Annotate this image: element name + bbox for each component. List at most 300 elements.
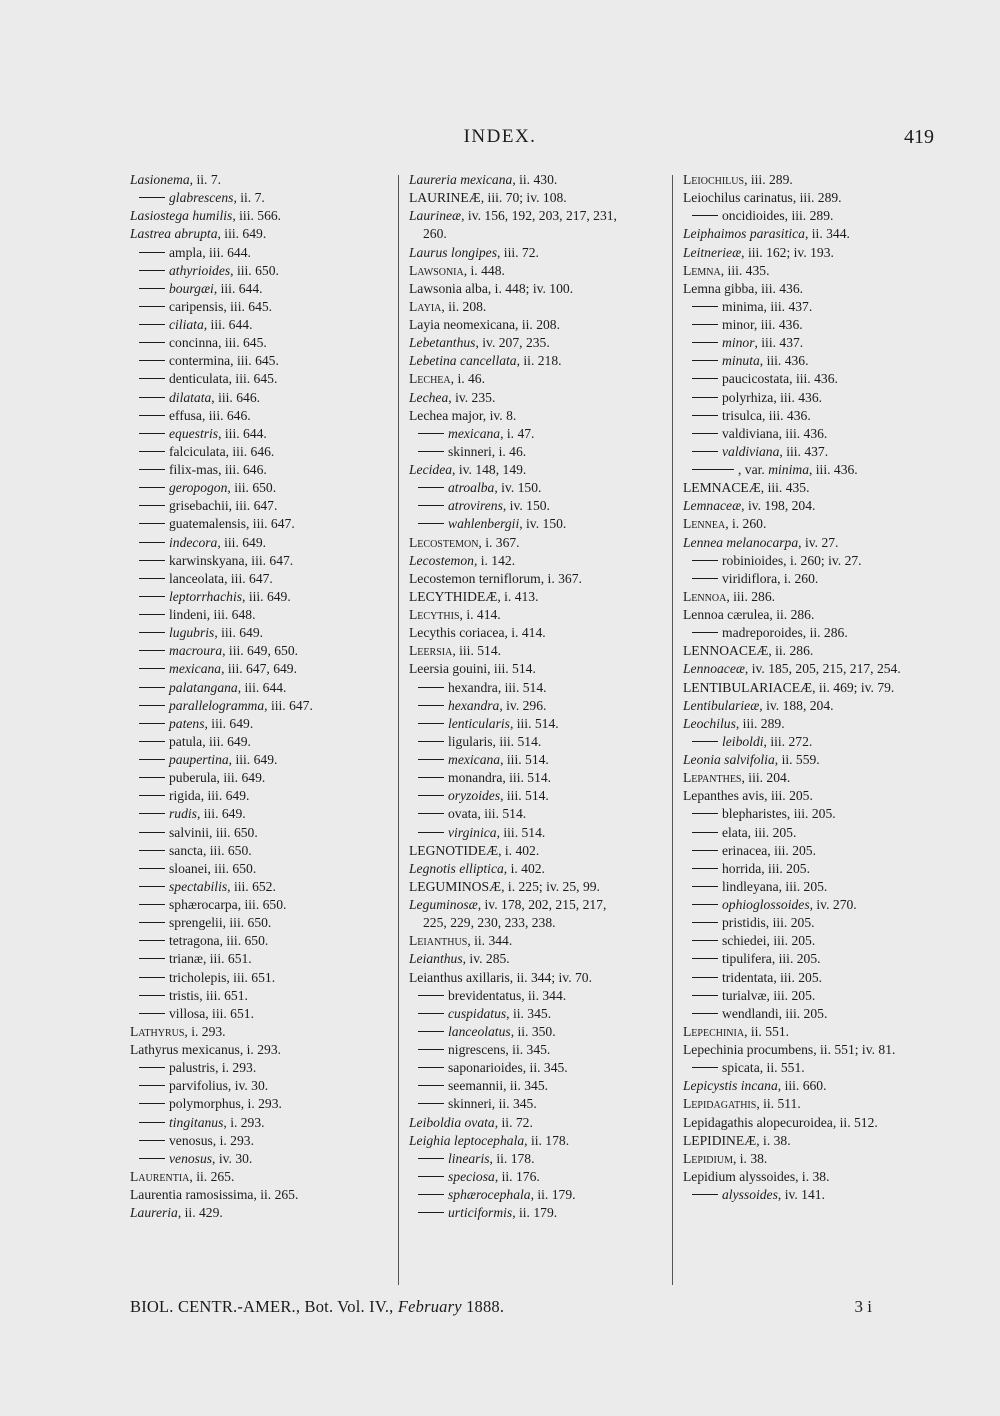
index-subentry (130, 987, 385, 1005)
index-entry (409, 860, 679, 878)
entry-text: sancta, iii. 650. (169, 842, 252, 858)
entry-text: , iii. 437. (779, 443, 829, 459)
index-subentry (683, 334, 933, 352)
index-entry (409, 534, 679, 552)
index-entry (409, 207, 679, 225)
entry-text: Lathyrus mexicanus, i. 293. (130, 1042, 282, 1057)
repeat-dash (692, 560, 718, 561)
italic-text: Laurus longipes (409, 244, 497, 260)
entry-text: oncidioides, iii. 289. (722, 208, 834, 224)
entry-text: , iv. 285. (462, 951, 510, 967)
repeat-dash (139, 270, 165, 271)
italic-text: speciosa (448, 1168, 495, 1184)
repeat-dash (418, 1212, 444, 1213)
index-entry (683, 660, 933, 678)
index-subentry (683, 914, 933, 932)
repeat-dash (692, 886, 718, 887)
index-subentry (683, 624, 933, 642)
entry-text: , ii. 345. (506, 1005, 552, 1021)
repeat-dash (139, 977, 165, 978)
entry-text: , iii. 286. (726, 588, 776, 604)
index-subentry (130, 298, 385, 316)
index-entry (409, 588, 679, 606)
entry-text: , ii. 265. (189, 1168, 235, 1184)
entry-text: , iii. 514. (496, 824, 546, 840)
entry-text: LEGNOTIDEÆ, i. 402. (409, 842, 540, 858)
index-subentry (409, 733, 679, 751)
entry-text: viridiflora, i. 260. (722, 570, 819, 586)
entry-text: concinna, iii. 645. (169, 335, 267, 351)
repeat-dash (139, 415, 165, 416)
index-entry (130, 1041, 385, 1059)
italic-text: leiboldi (722, 733, 764, 749)
entry-text: elata, iii. 205. (722, 824, 797, 840)
entry-text: , iv. 30. (212, 1150, 253, 1166)
entry-text: , ii. 7. (233, 190, 265, 206)
index-subentry (409, 1077, 679, 1095)
index-subentry (409, 1150, 679, 1168)
italic-text: alyssoides (722, 1187, 778, 1202)
entry-text: , ii. 429. (177, 1205, 223, 1221)
index-subentry (130, 334, 385, 352)
repeat-dash (139, 378, 165, 379)
entry-text: , i. 260. (725, 516, 767, 532)
italic-text: Leitnerieæ (683, 244, 742, 260)
italic-text: venosus (169, 1150, 213, 1166)
index-entry (683, 751, 933, 769)
index-subentry (409, 715, 679, 733)
small-caps-text: Lathyrus (130, 1023, 185, 1039)
repeat-dash (139, 1013, 165, 1014)
entry-text: Lepidagathis alopecuroidea, ii. 512. (683, 1114, 878, 1130)
repeat-dash (139, 324, 165, 325)
entry-text: Layia neomexicana, ii. 208. (409, 317, 560, 332)
repeat-dash (418, 1085, 444, 1086)
repeat-dash (139, 469, 165, 470)
italic-text: Lennoaceæ (683, 661, 745, 677)
index-subentry (409, 1095, 679, 1113)
italic-text: mexicana (448, 425, 501, 441)
entry-text: lindleyana, iii. 205. (722, 878, 828, 894)
repeat-dash (418, 995, 444, 996)
repeat-dash (139, 306, 165, 307)
entry-text: robinioides, i. 260; iv. 27. (722, 552, 862, 568)
entry-text: , iii. 649. (217, 226, 267, 242)
index-column-2 (409, 171, 679, 1222)
repeat-dash (139, 668, 165, 669)
index-subentry (683, 860, 933, 878)
entry-text: , iii. 660. (777, 1078, 827, 1094)
index-subentry (409, 1204, 679, 1222)
index-subentry (130, 461, 385, 479)
index-subentry (130, 244, 385, 262)
entry-text: spicata, ii. 551. (722, 1060, 805, 1076)
index-entry (409, 370, 679, 388)
entry-text: grisebachii, iii. 647. (169, 498, 278, 514)
index-entry (409, 606, 679, 624)
repeat-dash (692, 632, 718, 633)
italic-text: leptorrhachis (169, 588, 243, 604)
repeat-dash (418, 723, 444, 724)
index-subentry (130, 1150, 385, 1168)
repeat-dash (418, 777, 444, 778)
entry-text: , var. (738, 462, 769, 477)
italic-text: minima (768, 462, 809, 477)
repeat-dash (692, 433, 718, 434)
index-subentry (409, 769, 679, 787)
index-entry (409, 570, 679, 588)
entry-text: Lepanthes avis, iii. 205. (683, 788, 813, 804)
entry-text: sprengelii, iii. 650. (169, 915, 272, 931)
entry-text: , i. 293. (184, 1023, 226, 1039)
entry-text: , iv. 150. (502, 498, 550, 514)
entry-text: , iv. 27. (798, 534, 839, 550)
index-subentry (130, 805, 385, 823)
index-subentry (130, 1005, 385, 1023)
entry-text: filix-mas, iii. 646. (169, 462, 267, 477)
index-entry (683, 497, 933, 515)
italic-text: palatangana (169, 679, 238, 695)
entry-text: , iii. 436. (759, 353, 809, 369)
repeat-dash (692, 832, 718, 833)
entry-text: , iii. 644. (203, 317, 253, 332)
repeat-dash (418, 1176, 444, 1177)
repeat-dash (139, 252, 165, 253)
repeat-dash (139, 1158, 165, 1159)
repeat-dash (418, 741, 444, 742)
page-footer (130, 1297, 940, 1321)
entry-text: LAURINEÆ, iii. 70; iv. 108. (409, 190, 567, 206)
italic-text: Lecostemon (409, 552, 474, 568)
running-head-title: INDEX. (463, 126, 537, 147)
italic-text: Laureria mexicana (409, 172, 513, 187)
italic-text: virginica (448, 824, 497, 840)
repeat-dash (418, 813, 444, 814)
entry-text: , ii. 551. (744, 1023, 790, 1039)
entry-text: BIOL. CENTR.-AMER., (130, 1297, 305, 1316)
index-entry (683, 1132, 933, 1150)
index-subentry (130, 479, 385, 497)
repeat-dash (139, 741, 165, 742)
small-caps-text: Laurentia (130, 1168, 190, 1184)
entry-text: , iv. 198, 204. (741, 498, 816, 514)
index-subentry (409, 787, 679, 805)
index-subentry (409, 1005, 679, 1023)
entry-text: hexandra, iii. 514. (448, 679, 547, 695)
entry-text: Bot. Vol. IV., (304, 1297, 398, 1316)
index-subentry (130, 932, 385, 950)
entry-text: , iii. 644. (237, 679, 287, 695)
italic-text: ophioglossoides (722, 897, 810, 912)
entry-text: , iii. 649. (214, 625, 264, 641)
repeat-dash (692, 360, 718, 361)
entry-text: , ii. 344. (804, 226, 850, 242)
index-entry (409, 842, 679, 860)
entry-text: skinneri, ii. 345. (448, 1096, 537, 1112)
index-entry (409, 950, 679, 968)
repeat-dash (139, 940, 165, 941)
small-caps-text: Leianthus (409, 933, 468, 949)
italic-text: geropogon (169, 480, 228, 496)
entry-text: sloanei, iii. 650. (169, 860, 257, 876)
entry-text: , iii. 514. (500, 788, 549, 804)
entry-text: , ii. 559. (774, 752, 820, 767)
repeat-dash (692, 922, 718, 923)
index-entry (409, 171, 679, 189)
repeat-dash (692, 995, 718, 996)
entry-text: tridentata, iii. 205. (722, 969, 823, 985)
entry-text: trianæ, iii. 651. (169, 951, 252, 967)
index-entry (683, 1150, 933, 1168)
index-subentry (409, 679, 679, 697)
entry-text: , iv. 188, 204. (759, 697, 834, 713)
index-subentry (683, 842, 933, 860)
repeat-dash (139, 487, 165, 488)
small-caps-text: Lechea (409, 371, 451, 387)
entry-text: wendlandi, iii. 205. (722, 1005, 828, 1021)
entry-text: , i. 46. (450, 371, 486, 387)
index-entry (683, 679, 933, 697)
small-caps-text: Lecythis (409, 607, 460, 622)
italic-text: indecora (169, 534, 218, 550)
small-caps-text: Lepidagathis (683, 1096, 757, 1112)
entry-text: karwinskyana, iii. 647. (169, 552, 294, 568)
index-entry (683, 515, 933, 533)
entry-text: , iv. 150. (494, 480, 542, 496)
entry-text: , iii. 650. (227, 480, 277, 496)
entry-text: salvinii, iii. 650. (169, 824, 258, 840)
index-entry (409, 642, 679, 660)
index-entry (130, 1186, 385, 1204)
entry-text: , iv. 148, 149. (452, 462, 527, 477)
entry-text: Lawsonia alba, i. 448; iv. 100. (409, 280, 574, 296)
entry-text: denticulata, iii. 645. (169, 371, 278, 387)
entry-text: skinneri, i. 46. (448, 443, 527, 459)
index-entry (683, 1041, 933, 1059)
page-number: 419 (904, 126, 934, 148)
entry-text: ovata, iii. 514. (448, 806, 527, 822)
index-entry (683, 1168, 933, 1186)
italic-text: Lasionema (130, 172, 190, 187)
entry-text: monandra, iii. 514. (448, 770, 552, 786)
italic-text: Lechea (409, 389, 449, 405)
entry-text: , i. 448. (463, 262, 505, 278)
entry-text: polyrhiza, iii. 436. (722, 389, 823, 405)
italic-text: Lebetina cancellata (409, 353, 517, 369)
repeat-dash (418, 705, 444, 706)
repeat-dash (692, 850, 718, 851)
index-entry (683, 697, 933, 715)
index-subentry (130, 1077, 385, 1095)
index-entry (409, 660, 679, 678)
index-entry (683, 1114, 933, 1132)
italic-text: February (397, 1297, 462, 1316)
index-entry (683, 769, 933, 787)
index-subentry (130, 624, 385, 642)
entry-text: , ii. 218. (516, 353, 562, 369)
index-entry (130, 225, 385, 243)
repeat-dash (139, 288, 165, 289)
index-subentry (130, 679, 385, 697)
index-entry (409, 280, 679, 298)
italic-text: macroura (169, 643, 223, 659)
entry-text: , ii. 208. (441, 298, 487, 314)
repeat-dash (139, 632, 165, 633)
index-entry (130, 1023, 385, 1041)
index-subentry (130, 497, 385, 515)
entry-text: , iii. 644. (213, 280, 263, 296)
repeat-dash (418, 505, 444, 506)
italic-text: Legnotis elliptica (409, 860, 504, 876)
index-entry (409, 352, 679, 370)
italic-text: mexicana (448, 752, 501, 767)
index-entry (683, 479, 933, 497)
repeat-dash (418, 1103, 444, 1104)
entry-text: valdiviana, iii. 436. (722, 425, 828, 441)
index-subentry (683, 552, 933, 570)
index-subentry (409, 697, 679, 715)
index-entry (409, 316, 679, 334)
entry-text: , ii. 176. (494, 1168, 540, 1184)
italic-text: oryzoides (448, 788, 501, 804)
entry-text: polymorphus, i. 293. (169, 1096, 282, 1112)
index-subentry (130, 1132, 385, 1150)
index-subentry (130, 733, 385, 751)
index-subentry (683, 370, 933, 388)
column-divider (398, 175, 399, 1285)
entry-text: LENTIBULARIACEÆ, ii. 469; iv. 79. (683, 679, 895, 695)
repeat-dash (139, 850, 165, 851)
repeat-dash (692, 868, 718, 869)
entry-text: contermina, iii. 645. (169, 353, 279, 369)
italic-text: Lemnaceæ (683, 498, 742, 514)
entry-text: tipulifera, iii. 205. (722, 951, 821, 967)
entry-text: brevidentatus, ii. 344. (448, 987, 567, 1003)
repeat-dash (139, 614, 165, 615)
small-caps-text: Lepechinia (683, 1023, 745, 1039)
repeat-dash (139, 596, 165, 597)
entry-text: Leersia gouini, iii. 514. (409, 661, 536, 677)
entry-text: , iii. 646. (211, 389, 261, 405)
entry-text: trisulca, iii. 436. (722, 407, 811, 423)
index-subentry (409, 443, 679, 461)
entry-text: , ii. 179. (530, 1187, 576, 1202)
index-subentry (130, 588, 385, 606)
index-entry (409, 461, 679, 479)
entry-text: , iii. 437. (754, 335, 804, 351)
repeat-dash (139, 451, 165, 452)
entry-text: , iii. 649. (204, 715, 254, 731)
index-subentry (130, 1095, 385, 1113)
repeat-dash (692, 977, 718, 978)
entry-text: Lechea major, iv. 8. (409, 407, 517, 423)
italic-text: hexandra (448, 697, 500, 713)
index-entry (683, 244, 933, 262)
entry-text: , iv. 178, 202, 215, 217, (477, 897, 607, 912)
index-subentry (409, 1041, 679, 1059)
repeat-dash (139, 832, 165, 833)
entry-text: Laurentia ramosissima, ii. 265. (130, 1187, 299, 1202)
entry-text: , iv. 270. (809, 897, 857, 912)
repeat-dash (139, 197, 165, 198)
italic-text: glabrescens (169, 190, 234, 206)
repeat-dash (418, 487, 444, 488)
index-entry (409, 969, 679, 987)
italic-text: bourgæi (169, 280, 214, 296)
entry-text: ampla, iii. 644. (169, 244, 251, 260)
index-entry (683, 189, 933, 207)
entry-text: Lepechinia procumbens, ii. 551; iv. 81. (683, 1042, 896, 1057)
entry-text: , ii. 430. (512, 172, 558, 187)
entry-text: , iii. 566. (232, 208, 282, 224)
index-entry (409, 1114, 679, 1132)
entry-text: , iv. 156, 192, 203, 217, 231, (461, 208, 617, 224)
repeat-dash (139, 578, 165, 579)
repeat-dash (692, 1067, 718, 1068)
repeat-dash (139, 360, 165, 361)
repeat-dash (139, 523, 165, 524)
italic-text: Laureria (130, 1205, 178, 1221)
index-entry (683, 588, 933, 606)
index-entry (409, 389, 679, 407)
italic-text: Lentibularieæ (683, 697, 760, 713)
small-caps-text: Leersia (409, 643, 453, 659)
repeat-dash (139, 995, 165, 996)
index-subentry (130, 189, 385, 207)
index-entry (683, 280, 933, 298)
small-caps-text: Lawsonia (409, 262, 464, 278)
index-subentry (683, 896, 933, 914)
repeat-dash (418, 451, 444, 452)
italic-text: dilatata (169, 389, 212, 405)
index-subentry (130, 842, 385, 860)
entry-text: , iii. 289. (744, 172, 793, 187)
repeat-dash (418, 795, 444, 796)
index-subentry (683, 570, 933, 588)
index-entry (409, 189, 679, 207)
index-subentry (130, 715, 385, 733)
entry-text: , i. 293. (223, 1114, 265, 1130)
entry-text: rigida, iii. 649. (169, 788, 250, 804)
index-entry (409, 624, 679, 642)
repeat-dash (139, 1122, 165, 1123)
entry-text: guatemalensis, iii. 647. (169, 516, 295, 532)
column-divider (672, 175, 673, 1285)
entry-text: , iii. 72. (497, 244, 539, 260)
italic-text: Leonia salvifolia (683, 752, 775, 767)
entry-text: , iii. 436. (808, 462, 858, 477)
repeat-dash (692, 1194, 718, 1195)
index-entry (409, 932, 679, 950)
signature-mark: 3 i (854, 1297, 872, 1316)
index-subentry (130, 389, 385, 407)
small-caps-text: Lennoa (683, 588, 727, 604)
italic-text: Lennea melanocarpa (683, 534, 799, 550)
italic-text: spectabilis (169, 878, 228, 894)
index-subentry (683, 389, 933, 407)
entry-text: 1888. (461, 1297, 505, 1316)
repeat-dash (139, 795, 165, 796)
index-entry (683, 787, 933, 805)
italic-text: Laurineæ (409, 208, 462, 224)
repeat-dash (139, 705, 165, 706)
repeat-dash (418, 832, 444, 833)
entry-text: saponarioides, ii. 345. (448, 1060, 568, 1076)
italic-text: paupertina (169, 752, 229, 767)
entry-text: , iii. 514. (452, 643, 502, 659)
index-subentry (683, 950, 933, 968)
entry-text: , i. 367. (478, 534, 520, 550)
